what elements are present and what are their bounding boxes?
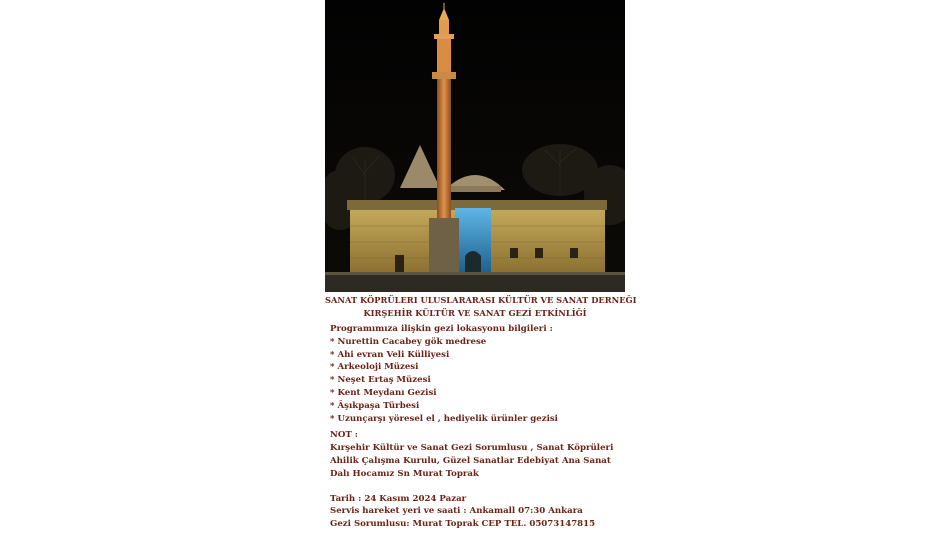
note-line: Kırşehir Kültür ve Sanat Gezi Sorumlusu , Sanat Köprüleri <box>330 443 614 454</box>
list-item: * Âşıkpaşa Türbesi <box>330 400 420 411</box>
note-label: NOT : <box>330 430 358 441</box>
spacer <box>330 481 625 493</box>
note-section <box>325 429 625 531</box>
list-item: * Uzunçarşı yöresel el , hediyelik ürünler gezisi <box>330 413 558 424</box>
event-text <box>325 294 637 531</box>
note-line: Ahilik Çalışma Kurulu, Güzel Sanatlar Edebiyat Ana Sanat <box>330 455 611 466</box>
heading-line1: SANAT KÖPRÜLERI ULUSLARARASI KÜLTÜR VE SANAT DERNEĞI <box>325 295 637 305</box>
list-item: * Kent Meydanı Gezisi <box>330 387 437 398</box>
mosque-photo <box>325 0 625 292</box>
list-item: * Nurettin Cacabey gök medrese <box>330 336 487 347</box>
list-item: * Ahi evran Veli Külliyesi <box>330 349 450 360</box>
service-line: Servis hareket yeri ve saati : Ankamall 07:30 Ankara <box>330 506 583 517</box>
note-line: Dalı Hocamız Sn Murat Toprak <box>330 468 479 479</box>
heading-line2: KIRŞEHİR KÜLTÜR VE SANAT GEZİ ETKİNLİĞİ <box>363 308 587 318</box>
poster <box>325 0 637 534</box>
mosque-illustration <box>325 0 625 292</box>
intro-text: Programımıza ilişkin gezi lokasyonu bilgileri : <box>330 324 553 334</box>
date-line: Tarih : 24 Kasım 2024 Pazar <box>330 493 467 504</box>
list-item: * Arkeoloji Müzesi <box>330 362 419 373</box>
location-list <box>325 323 625 425</box>
list-item: * Neşet Ertaş Müzesi <box>330 375 431 386</box>
contact-line: Gezi Sorumlusu: Murat Toprak CEP TEL. 05073147815 <box>330 519 596 530</box>
